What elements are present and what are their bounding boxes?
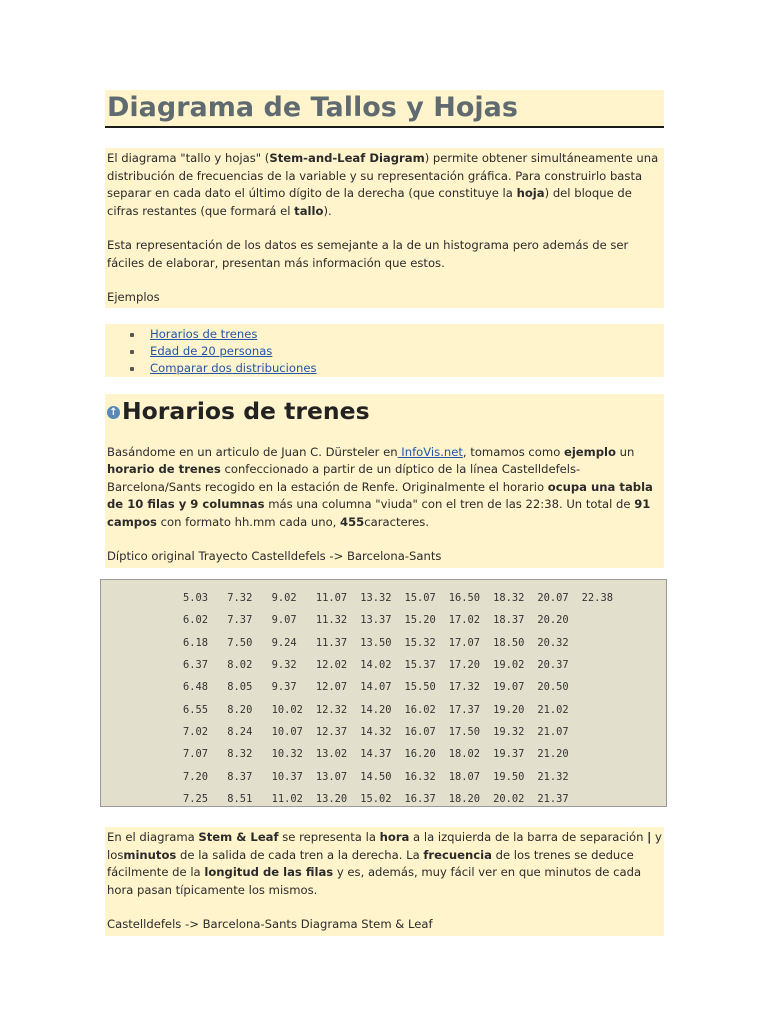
table-cell: 14.20 xyxy=(360,703,392,716)
table-cell: 11.37 xyxy=(315,636,348,649)
table-cell: 8.20 xyxy=(227,703,253,716)
table-cell: 19.20 xyxy=(493,703,525,716)
table-cell: 10.37 xyxy=(271,770,303,783)
section-paragraph-2: Díptico original Trayecto Castelldefels -> Barcelona-Sants xyxy=(107,549,442,564)
table-cell: 8.05 xyxy=(227,681,253,694)
table-row xyxy=(183,788,626,810)
bold-text: frecuencia xyxy=(423,847,492,862)
table-cell: 8.24 xyxy=(227,725,253,738)
page-title: Diagrama de Tallos y Hojas xyxy=(105,90,664,128)
table-cell: 19.07 xyxy=(493,681,525,694)
link-edad-de-20-personas[interactable]: Edad de 20 personas xyxy=(150,343,273,358)
text: caracteres. xyxy=(364,514,430,529)
text: En el diagrama xyxy=(107,830,199,844)
text: un xyxy=(616,444,635,459)
table-cell xyxy=(582,698,626,720)
table-cell: 19.32 xyxy=(493,725,525,738)
table-cell: 9.07 xyxy=(271,614,297,627)
table-cell: 6.18 xyxy=(183,636,209,649)
table-cell: 20.02 xyxy=(493,792,525,805)
bold-text: Stem & Leaf xyxy=(198,830,279,844)
table-cell: 8.02 xyxy=(227,659,253,672)
explanation-paragraph xyxy=(107,829,662,899)
table-cell: 11.07 xyxy=(315,592,348,605)
table-cell: 20.07 xyxy=(537,592,569,605)
table-cell: 17.37 xyxy=(448,703,481,716)
table-row xyxy=(183,765,626,787)
bold-text: minutos xyxy=(123,847,177,862)
intro-paragraph-1 xyxy=(107,150,662,220)
table-cell xyxy=(582,788,626,810)
table-cell: 14.37 xyxy=(360,748,392,761)
table-cell: 10.02 xyxy=(271,703,303,716)
table-cell: 15.20 xyxy=(404,614,436,627)
table-cell: 17.20 xyxy=(448,659,481,672)
table-row xyxy=(183,721,626,743)
text: ) permite obtener simultáneamente una distribución de frecuencias de la variable y su representación gráfica. Para construirlo basta separar en cada dato el último dígito de la derecha (que constituye la xyxy=(107,151,659,200)
table-row xyxy=(183,676,626,698)
table-cell: 20.50 xyxy=(537,681,569,694)
table-cell: 9.32 xyxy=(271,659,297,672)
table-row xyxy=(183,609,626,631)
table-cell: 5.03 xyxy=(183,592,209,605)
table-cell: 14.50 xyxy=(360,770,392,783)
section-paragraph-1 xyxy=(107,444,662,532)
list-item xyxy=(150,360,664,377)
text: más una columna "viuda" con el tren de las 22:38. Un total de xyxy=(264,497,635,512)
bold-text: horario de trenes xyxy=(107,462,221,477)
table-cell: 12.02 xyxy=(315,659,348,672)
table-cell: 17.02 xyxy=(448,614,481,627)
up-arrow-icon[interactable]: ↑ xyxy=(107,406,120,419)
table-cell: 12.07 xyxy=(315,681,348,694)
examples-list xyxy=(105,326,664,377)
text: , tomamos como xyxy=(462,444,564,459)
text: Basándome en un articulo de Juan C. Dürsteler en xyxy=(107,444,398,459)
examples-list-block xyxy=(105,324,664,377)
table-cell: 16.02 xyxy=(404,703,436,716)
table-cell: 17.50 xyxy=(448,725,481,738)
table-cell: 18.07 xyxy=(448,770,481,783)
table-row xyxy=(183,654,626,676)
table-cell xyxy=(582,632,626,654)
document xyxy=(105,90,664,568)
bold-text: ejemplo xyxy=(563,444,616,459)
table-cell: 13.50 xyxy=(360,636,392,649)
table-cell: 14.02 xyxy=(360,659,392,672)
table-cell: 7.07 xyxy=(183,748,209,761)
bold-text: 455 xyxy=(340,514,365,529)
table-cell: 14.32 xyxy=(360,725,392,738)
text: ) del bloque de cifras restantes (que formará el xyxy=(107,186,632,218)
section-body xyxy=(107,444,662,567)
table-row xyxy=(183,698,626,720)
diagram-caption: Castelldefels -> Barcelona-Sants Diagrama Stem & Leaf xyxy=(107,917,433,932)
table-cell: 13.32 xyxy=(360,592,392,605)
table-cell: 20.37 xyxy=(537,659,569,672)
table-cell: 15.07 xyxy=(404,592,436,605)
table-cell: 13.37 xyxy=(360,614,392,627)
table-cell: 13.07 xyxy=(315,770,348,783)
table-cell: 21.20 xyxy=(537,748,569,761)
section-horarios xyxy=(105,394,664,569)
text: se representa la xyxy=(278,830,380,844)
bold-text: hora xyxy=(379,830,410,844)
stem-leaf-explanation xyxy=(105,827,664,936)
link-horarios-de-trenes[interactable]: Horarios de trenes xyxy=(150,326,258,341)
table-cell: 7.50 xyxy=(227,636,253,649)
table-cell xyxy=(582,721,626,743)
table-cell: 11.32 xyxy=(315,614,348,627)
table-cell: 16.32 xyxy=(404,770,436,783)
table-cell: 22.38 xyxy=(581,592,613,605)
table-cell: 8.37 xyxy=(227,770,253,783)
text: a la izquierda de la barra de separación xyxy=(409,830,648,844)
bold-text: ocupa una tabla de 10 filas y 9 columnas xyxy=(107,479,653,512)
text: y es, además, muy fácil ver en que minutos de cada hora pasan típicamente los mismos. xyxy=(107,865,642,897)
table-cell: 18.37 xyxy=(493,614,525,627)
bold-text: longitud de las filas xyxy=(204,865,334,880)
table-cell: 11.02 xyxy=(271,792,303,805)
table-cell: 13.20 xyxy=(315,792,348,805)
table-cell: 19.37 xyxy=(493,748,525,761)
table-cell: 21.37 xyxy=(537,792,569,805)
text: y los xyxy=(107,830,662,862)
table-cell: 16.37 xyxy=(404,792,436,805)
table-cell: 18.32 xyxy=(493,592,525,605)
table-cell: 12.32 xyxy=(315,703,348,716)
table-cell: 21.07 xyxy=(537,725,569,738)
bold-text: 91 campos xyxy=(107,497,651,529)
link-comparar-dos-distribuciones[interactable]: Comparar dos distribuciones xyxy=(150,360,317,375)
table-cell: 6.48 xyxy=(183,681,209,694)
table-cell xyxy=(582,609,626,631)
table-row xyxy=(183,587,626,609)
bold-text: tallo xyxy=(294,203,324,218)
table-cell: 16.50 xyxy=(448,592,481,605)
table-cell: 15.50 xyxy=(404,681,436,694)
table-cell: 17.07 xyxy=(448,636,481,649)
text: de la salida de cada tren a la derecha. La xyxy=(176,847,424,862)
bold-text: | xyxy=(647,830,652,844)
table-cell: 10.07 xyxy=(271,725,303,738)
infovis-link[interactable]: InfoVis.net xyxy=(397,444,463,459)
table-cell: 7.37 xyxy=(227,614,253,627)
list-item xyxy=(150,326,664,343)
bold-text: hoja xyxy=(516,186,545,200)
table-row xyxy=(183,632,626,654)
table-cell: 16.20 xyxy=(404,748,436,761)
table-cell: 20.32 xyxy=(537,636,569,649)
table-cell xyxy=(582,743,626,765)
table-cell: 21.02 xyxy=(537,703,569,716)
list-item xyxy=(150,343,664,360)
table-cell: 8.51 xyxy=(227,792,253,805)
text: confeccionado a partir de un díptico de la línea Castelldefels-Barcelona/Sants recogido en la estación de Renfe. Originalmente el horario xyxy=(107,462,581,494)
examples-label: Ejemplos xyxy=(107,290,160,304)
timetable-panel xyxy=(100,579,667,807)
table-cell: 6.37 xyxy=(183,659,209,672)
table-cell: 14.07 xyxy=(360,681,392,694)
table-cell: 6.02 xyxy=(183,614,209,627)
table-cell: 18.20 xyxy=(448,792,481,805)
table-cell: 9.02 xyxy=(271,592,297,605)
table-cell: 9.37 xyxy=(271,681,297,694)
section-heading xyxy=(107,396,662,426)
intro-block xyxy=(105,148,664,308)
table-cell xyxy=(582,765,626,787)
table-cell xyxy=(582,676,626,698)
text: de los trenes se deduce fácilmente de la xyxy=(107,847,634,880)
bold-text: Stem-and-Leaf Diagram xyxy=(269,151,425,165)
table-cell: 17.32 xyxy=(448,681,481,694)
table-cell: 15.02 xyxy=(360,792,392,805)
table-cell: 6.55 xyxy=(183,703,209,716)
table-cell: 15.37 xyxy=(404,659,436,672)
text: El diagrama "tallo y hojas" ( xyxy=(107,151,270,165)
table-cell: 9.24 xyxy=(271,636,297,649)
table-row xyxy=(183,743,626,765)
table-cell: 12.37 xyxy=(315,725,348,738)
table-cell: 13.02 xyxy=(315,748,348,761)
table-cell: 20.20 xyxy=(537,614,569,627)
table-cell xyxy=(582,654,626,676)
text: con formato hh.mm cada uno, xyxy=(156,514,341,529)
text: ). xyxy=(323,203,332,218)
table-cell: 18.02 xyxy=(448,748,481,761)
table-cell: 18.50 xyxy=(493,636,525,649)
section-heading-text: Horarios de trenes xyxy=(122,396,370,425)
table-cell: 10.32 xyxy=(271,748,303,761)
table-cell: 19.50 xyxy=(493,770,525,783)
table-cell: 7.32 xyxy=(227,592,253,605)
intro-paragraph-2: Esta representación de los datos es semejante a la de un histograma pero además de ser fáciles de elaborar, presentan más información que estos. xyxy=(107,238,629,270)
table-cell: 7.25 xyxy=(183,792,209,805)
timetable xyxy=(183,587,626,810)
table-cell: 7.02 xyxy=(183,725,209,738)
table-cell: 21.32 xyxy=(537,770,569,783)
table-cell: 15.32 xyxy=(404,636,436,649)
table-cell: 19.02 xyxy=(493,659,525,672)
table-cell: 7.20 xyxy=(183,770,209,783)
table-cell: 16.07 xyxy=(404,725,436,738)
table-cell: 8.32 xyxy=(227,748,253,761)
